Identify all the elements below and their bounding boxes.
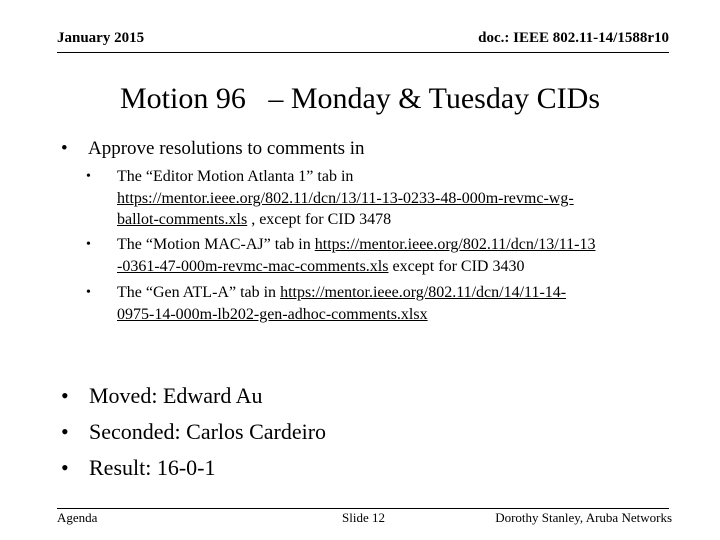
sub-bullet-text — [117, 234, 647, 277]
bullet-marker: • — [61, 383, 69, 408]
sub-bullet-text — [117, 166, 647, 231]
bullet-marker: • — [61, 419, 69, 444]
sub-bullet-suffix: , except for CID 3478 — [247, 211, 392, 228]
sub-bullet-marker: • — [86, 285, 91, 300]
footer-divider — [57, 508, 669, 509]
link-line-2: ballot-comments.xls — [117, 211, 248, 228]
sub-bullet-suffix: except for CID 3430 — [388, 257, 525, 275]
bullet-seconded — [61, 419, 326, 445]
link-line-1: https://mentor.ieee.org/802.11/dcn/14/11-14- — [280, 284, 567, 301]
sub-bullet-marker: • — [86, 237, 91, 252]
sub-bullet-text — [117, 282, 647, 325]
bullet-text: Result: 16-0-1 — [89, 455, 216, 480]
link-line-1: https://mentor.ieee.org/802.11/dcn/13/11-13 — [314, 236, 596, 253]
footer-agenda: Agenda — [57, 510, 98, 525]
bullet-text: Moved: Edward Au — [89, 383, 263, 408]
bullet-text: Seconded: Carlos Cardeiro — [89, 419, 327, 444]
bullet-result — [61, 455, 216, 481]
header-doc-id: doc.: IEEE 802.11-14/1588r10 — [478, 30, 669, 46]
link-line-2: 0975-14-000m-lb202-gen-adhoc-comments.xlsx — [117, 305, 428, 323]
sub-bullet-intro: The “Gen ATL-A” tab in — [117, 284, 281, 301]
link-line-2: -0361-47-000m-revmc-mac-comments.xls — [117, 257, 389, 275]
header-divider — [57, 52, 669, 53]
link-line-1: https://mentor.ieee.org/802.11/dcn/13/11-13-0233-48-000m-revmc-wg- — [117, 189, 574, 207]
sub-bullet-marker: • — [86, 169, 91, 184]
footer-author: Dorothy Stanley, Aruba Networks — [495, 510, 672, 525]
bullet-approve — [61, 138, 365, 160]
bullet-text: Approve resolutions to comments in — [88, 138, 365, 159]
bullet-moved — [61, 383, 263, 409]
footer-slide-number: Slide 12 — [342, 510, 385, 525]
bullet-marker: • — [61, 455, 69, 480]
bullet-marker: • — [61, 138, 68, 159]
sub-bullet-intro: The “Motion MAC-AJ” tab in — [117, 236, 315, 253]
sub-bullet-intro: The “Editor Motion Atlanta 1” tab in — [117, 168, 354, 185]
slide-title: Motion 96 – Monday & Tuesday CIDs — [119, 82, 601, 115]
header-date: January 2015 — [57, 30, 145, 46]
